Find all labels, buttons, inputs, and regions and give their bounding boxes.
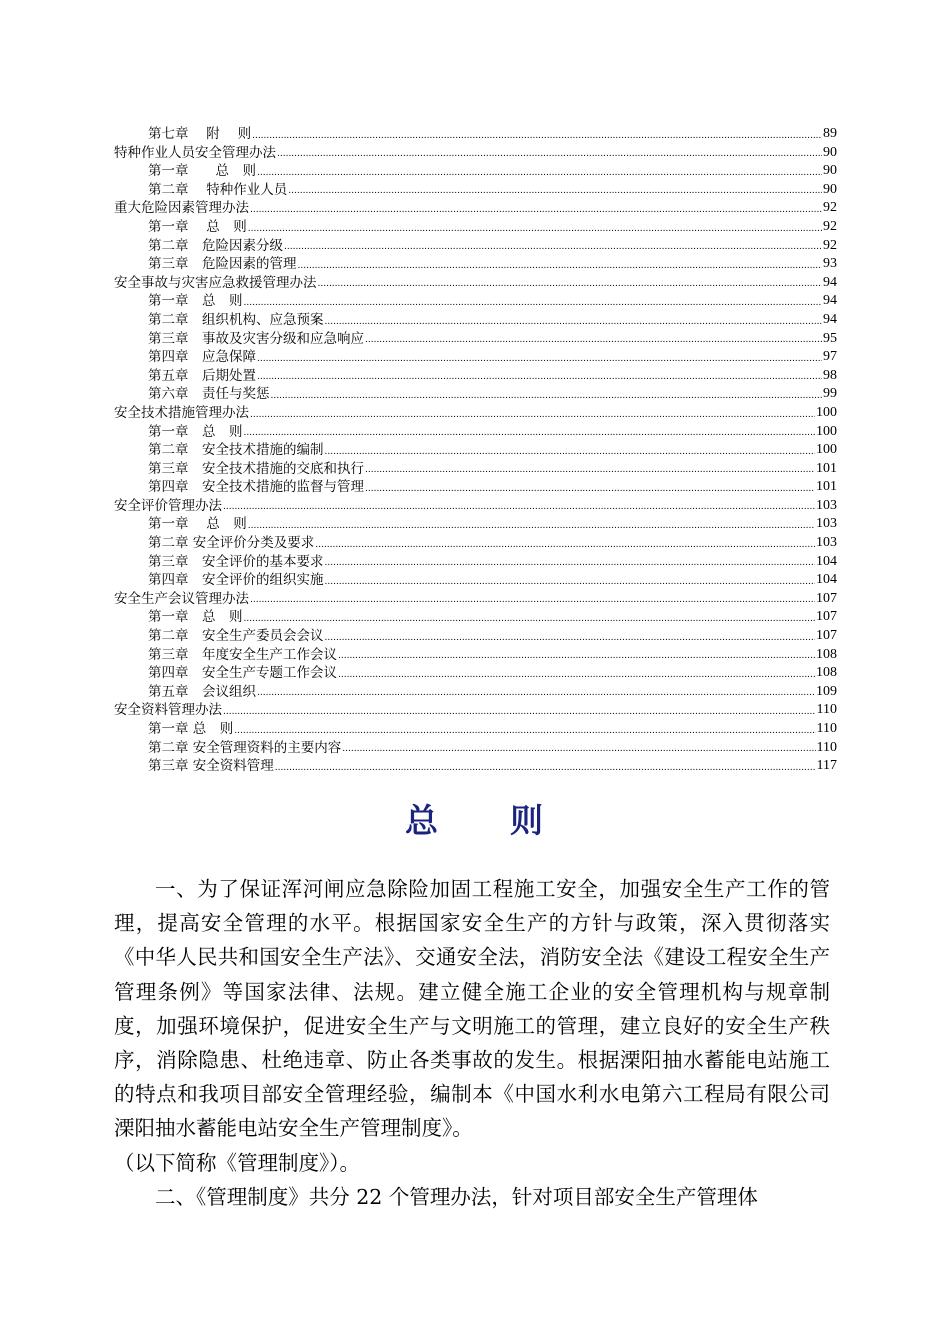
toc-entry-title: 第二章 安全管理资料的主要内容: [148, 739, 342, 756]
toc-dot-leader: [325, 446, 816, 458]
toc-page-number: 100: [816, 404, 837, 420]
toc-entry-title: 第三章 安全资料管理: [148, 758, 274, 775]
toc-entry-chapter[interactable]: [114, 515, 837, 534]
toc-entry-title: 第四章 应急保障: [148, 349, 256, 366]
toc-dot-leader: [298, 260, 823, 272]
paragraph-3: 二、《管理制度》共分 22 个管理办法，针对项目部安全生产管理体: [155, 1184, 758, 1209]
toc-dot-leader: [315, 539, 815, 551]
toc-dot-leader: [284, 241, 822, 253]
toc-dot-leader: [271, 390, 823, 402]
toc-page-number: 90: [823, 144, 837, 160]
toc-page-number: 90: [823, 163, 837, 179]
toc-dot-leader: [244, 427, 816, 439]
toc-dot-leader: [257, 353, 822, 365]
toc-page-number: 92: [823, 200, 837, 216]
toc-page-number: 103: [816, 516, 837, 532]
toc-page-number: 107: [816, 609, 837, 625]
toc-entry-section[interactable]: [114, 497, 837, 516]
toc-dot-leader: [223, 501, 815, 513]
toc-page-number: 94: [823, 274, 837, 290]
toc-dot-leader: [244, 613, 816, 625]
toc-entry-chapter[interactable]: [114, 478, 837, 497]
toc-entry-title: 第四章 安全技术措施的监督与管理: [148, 479, 364, 496]
toc-dot-leader: [250, 409, 815, 421]
toc-entry-title: 安全资料管理办法: [114, 702, 222, 719]
toc-entry-title: 第四章 安全评价的组织实施: [148, 572, 324, 589]
toc-dot-leader: [325, 316, 823, 328]
toc-entry-section[interactable]: [114, 590, 837, 609]
toc-dot-leader: [338, 669, 815, 681]
toc-page-number: 100: [816, 442, 837, 458]
toc-entry-chapter[interactable]: [114, 237, 837, 256]
toc-entry-title: 第一章 总 则: [148, 516, 247, 533]
toc-entry-chapter[interactable]: [114, 218, 837, 237]
toc-entry-title: 第三章 年度安全生产工作会议: [148, 646, 337, 663]
toc-dot-leader: [223, 706, 816, 718]
toc-entry-title: 第一章 总 则: [148, 423, 243, 440]
toc-entry-chapter[interactable]: [114, 664, 837, 683]
toc-entry-title: 特种作业人员安全管理办法: [114, 144, 276, 161]
toc-entry-title: 第三章 事故及灾害分级和应急响应: [148, 330, 364, 347]
toc-dot-leader: [252, 130, 822, 142]
toc-page-number: 93: [823, 256, 837, 272]
toc-page-number: 109: [816, 683, 837, 699]
toc-entry-title: 第二章 安全技术措施的编制: [148, 442, 324, 459]
toc-dot-leader: [365, 483, 815, 495]
toc-entry-title: 第二章 危险因素分级: [148, 237, 283, 254]
toc-page-number: 103: [816, 535, 837, 551]
toc-entry-chapter[interactable]: [114, 423, 837, 442]
toc-entry-chapter[interactable]: [114, 162, 837, 181]
toc-entry-chapter[interactable]: [114, 627, 837, 646]
toc-dot-leader: [325, 632, 816, 644]
toc-entry-title: 重大危险因素管理办法: [114, 200, 249, 217]
toc-entry-section[interactable]: [114, 144, 837, 163]
toc-page-number: 90: [823, 181, 837, 197]
toc-entry-chapter[interactable]: [114, 330, 837, 349]
toc-dot-leader: [257, 167, 822, 179]
toc-page-number: 92: [823, 218, 837, 234]
toc-entry-title: 第二章 安全生产委员会会议: [148, 628, 324, 645]
toc-entry-title: 第一章 总 则: [148, 609, 243, 626]
toc-entry-title: 第三章 危险因素的管理: [148, 256, 297, 273]
toc-entry-chapter[interactable]: [114, 646, 837, 665]
toc-entry-chapter[interactable]: [114, 181, 837, 200]
toc-entry-title: 第二章 特种作业人员: [148, 181, 288, 198]
toc-entry-chapter[interactable]: [114, 720, 837, 739]
toc-dot-leader: [257, 371, 822, 383]
toc-page-number: 99: [823, 386, 837, 402]
toc-entry-title: 安全技术措施管理办法: [114, 404, 249, 421]
toc-entry-section[interactable]: [114, 274, 837, 293]
toc-page-number: 110: [816, 702, 837, 718]
toc-page-number: 98: [823, 367, 837, 383]
toc-dot-leader: [257, 687, 815, 699]
toc-dot-leader: [325, 557, 816, 569]
toc-entry-title: 安全事故与灾害应急救援管理办法: [114, 274, 317, 291]
toc-page-number: 108: [816, 646, 837, 662]
toc-page-number: 110: [816, 721, 837, 736]
toc-dot-leader: [250, 204, 822, 216]
toc-page-number: 103: [816, 497, 837, 513]
toc-entry-title: 第一章 总 则: [148, 163, 256, 180]
toc-entry-title: 第四章 安全生产专题工作会议: [148, 665, 337, 682]
toc-entry-chapter[interactable]: [114, 757, 837, 776]
toc-entry-title: 第三章 安全评价的基本要求: [148, 553, 324, 570]
toc-dot-leader: [244, 297, 823, 309]
toc-entry-title: 第三章 安全技术措施的交底和执行: [148, 460, 364, 477]
toc-page-number: 95: [823, 330, 837, 346]
toc-entry-title: 第二章 组织机构、应急预案: [148, 311, 324, 328]
toc-page-number: 92: [823, 237, 837, 253]
toc-dot-leader: [248, 223, 822, 235]
section-heading: 总 则: [405, 801, 545, 840]
toc-entry-chapter[interactable]: [114, 367, 837, 386]
toc-page-number: 101: [816, 460, 837, 476]
toc-dot-leader: [365, 464, 815, 476]
toc-dot-leader: [318, 278, 823, 290]
toc-entry-chapter[interactable]: [114, 571, 837, 590]
toc-dot-leader: [338, 650, 815, 662]
toc-entry-title: 第五章 会议组织: [148, 683, 256, 700]
toc-page-number: 117: [816, 758, 837, 774]
toc-entry-chapter[interactable]: [114, 608, 837, 627]
paragraph-2: （以下简称《管理制度》）。: [114, 1150, 360, 1175]
toc-page-number: 107: [816, 590, 837, 606]
toc-dot-leader: [250, 594, 815, 606]
toc-entry-chapter[interactable]: [114, 385, 837, 404]
toc-entry-section[interactable]: [114, 199, 837, 218]
toc-page-number: 108: [816, 665, 837, 681]
toc-entry-title: 安全评价管理办法: [114, 497, 222, 514]
toc-entry-title: 第二章 安全评价分类及要求: [148, 535, 315, 552]
body-text: [114, 872, 830, 1214]
toc-entry-title: 第六章 责任与奖惩: [148, 386, 270, 403]
toc-page-number: 94: [823, 293, 837, 309]
toc-page-number: 100: [816, 423, 837, 439]
toc-entry-chapter[interactable]: [114, 683, 837, 702]
toc-entry-chapter[interactable]: [114, 739, 837, 758]
toc-entry-chapter[interactable]: [114, 534, 837, 553]
toc-page-number: 94: [823, 311, 837, 327]
toc-page-number: 107: [816, 628, 837, 644]
toc-dot-leader: [234, 725, 815, 737]
paragraph-1: 一、为了保证浑河闸应急除险加固工程施工安全，加强安全生产工作的管理，提高安全管理的水平。根据国家安全生产的方针与政策，深入贯彻落实《中华人民共和国安全生产法》、交通安全法，消防安全法《建设工程安全生产管理条例》等国家法律、法规。建立健全施工企业的安全管理机构与规章制度，加强环境保护，促进安全生产与文明施工的管理，建立良好的安全生产秩序，消除隐患、杜绝违章、防止各类事故的发生。根据溧阳抽水蓄能电站施工的特点和我项目部安全管理经验，编制本《中国水利水电第六工程局有限公司溧阳抽水蓄能电站安全生产管理制度》。: [114, 877, 830, 1141]
toc-page-number: 110: [816, 739, 837, 755]
toc-entry-title: 安全生产会议管理办法: [114, 590, 249, 607]
toc-entry-chapter[interactable]: [114, 125, 837, 144]
toc-entry-chapter[interactable]: [114, 441, 837, 460]
toc-page-number: 89: [823, 126, 837, 141]
toc-dot-leader: [275, 762, 816, 774]
toc-dot-leader: [288, 185, 822, 197]
toc-page-number: 101: [816, 479, 837, 495]
toc-entry-chapter[interactable]: [114, 348, 837, 367]
toc-dot-leader: [277, 148, 822, 160]
toc-entry-title: 第一章 总 则: [148, 721, 234, 737]
toc-page-number: 104: [816, 572, 837, 588]
toc-entry-title: 第一章 总 则: [148, 293, 243, 310]
toc-entry-title: 第七章 附 则: [148, 126, 252, 142]
toc-entry-section[interactable]: [114, 404, 837, 423]
toc-page-number: 97: [823, 349, 837, 365]
table-of-contents: [114, 125, 837, 776]
toc-entry-chapter[interactable]: [114, 460, 837, 479]
toc-entry-chapter[interactable]: [114, 553, 837, 572]
toc-dot-leader: [365, 334, 822, 346]
toc-entry-title: 第五章 后期处置: [148, 367, 256, 384]
toc-entry-section[interactable]: [114, 701, 837, 720]
toc-page-number: 104: [816, 553, 837, 569]
toc-entry-chapter[interactable]: [114, 292, 837, 311]
toc-entry-chapter[interactable]: [114, 255, 837, 274]
toc-entry-title: 第一章 总 则: [148, 218, 247, 235]
toc-dot-leader: [342, 743, 815, 755]
toc-dot-leader: [325, 576, 816, 588]
toc-dot-leader: [248, 520, 815, 532]
toc-entry-chapter[interactable]: [114, 311, 837, 330]
